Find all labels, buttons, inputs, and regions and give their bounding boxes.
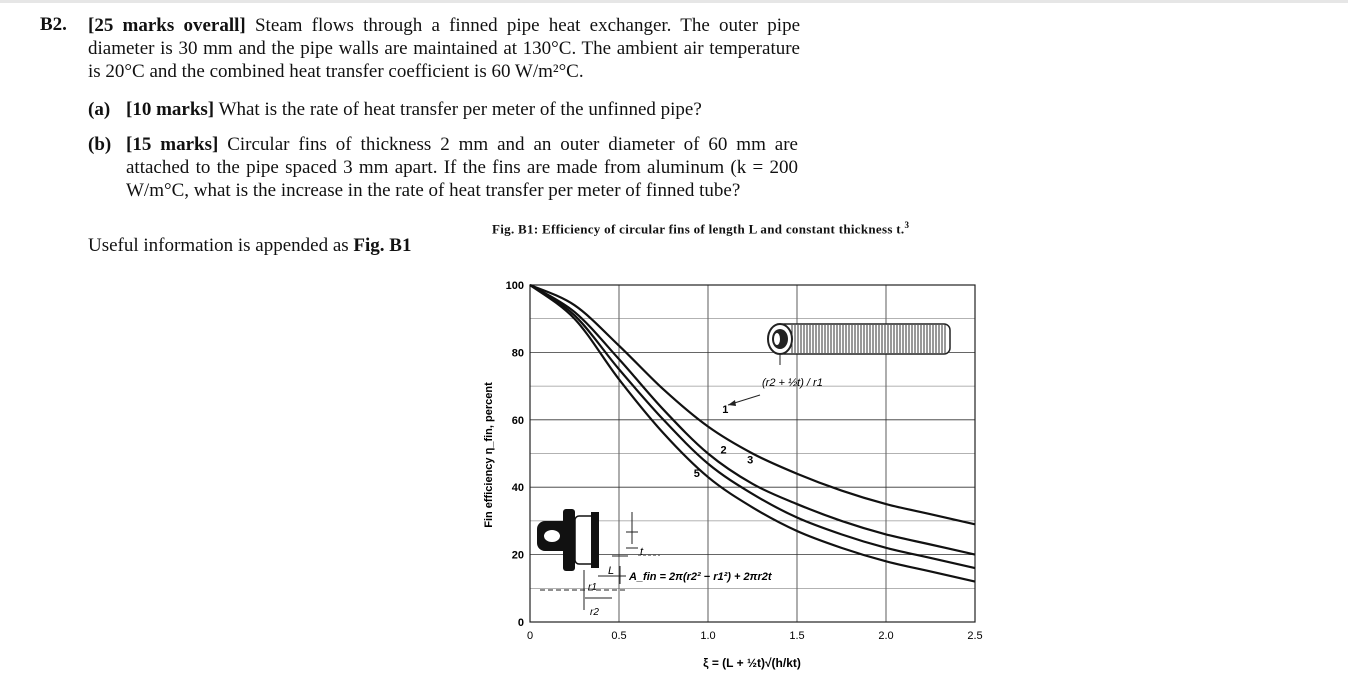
figure-title-text: Fig. B1: Efficiency of circular fins of length L and constant thickness t.	[492, 221, 905, 237]
part-a-label: (a)	[88, 99, 111, 120]
ratio-label: (r2 + ½t) / r1	[762, 377, 823, 389]
x-tick-label: 1.5	[789, 630, 805, 642]
fin-cross-section-icon	[537, 509, 599, 571]
figure-title-sup: 3	[904, 220, 910, 230]
curve-labels	[694, 404, 754, 480]
series-line-1	[530, 285, 975, 524]
x-tick-label: 0	[526, 630, 534, 642]
x-tick-label: 2.0	[878, 630, 894, 642]
curve-label-3: 3	[747, 454, 754, 467]
y-tick-label: 20	[511, 549, 524, 562]
question-statement: Steam flows through a finned pipe heat exchanger. The outer pipe diameter is 30 mm and the pipe walls are maintained at 130°C. The ambient air temperature is 20°C and the combined heat transfer coefficient is 60 W/m²°C.	[88, 15, 800, 82]
useful-info-ref: Fig. B1	[353, 235, 412, 256]
part-b-label: (b)	[88, 134, 112, 155]
useful-info-text: Useful information is appended as	[88, 235, 354, 256]
x-tick-label: 2.5	[967, 630, 983, 642]
ratio-arrowhead	[728, 400, 736, 406]
part-b-question: Circular fins of thickness 2 mm and an outer diameter of 60 mm are attached to the pipe spaced 3 mm apart. If the fins are made from aluminum (k = 200 W/m°C, what is the increase in the rate of heat transfer per meter of finned tube?	[126, 134, 798, 201]
fin-length-label: L	[608, 565, 615, 577]
question-number: B2.	[40, 14, 67, 35]
part-b-marks: [15 marks]	[126, 134, 219, 155]
y-tick-label: 0	[517, 617, 524, 629]
y-tick-label: 60	[511, 414, 524, 427]
question-marks: [25 marks overall]	[88, 15, 246, 36]
fin-r2-label: r2	[590, 607, 599, 618]
part-a-question: What is the rate of heat transfer per meter of the unfinned pipe?	[218, 99, 702, 120]
part-a-marks: [10 marks]	[126, 99, 215, 120]
x-tick-label: 1.0	[700, 630, 716, 642]
finned-tube-illustration	[768, 324, 950, 354]
x-axis-label: ξ = (L + ½t)√(h/kt)	[703, 656, 801, 670]
curve-label-1: 1	[722, 404, 729, 417]
y-tick-label: 80	[511, 347, 524, 360]
x-tick-label: 0.5	[611, 630, 627, 642]
curve-label-5: 5	[693, 468, 700, 481]
y-tick-label: 100	[505, 280, 524, 292]
fin-thickness-label: t	[640, 546, 644, 558]
fin-r1-label: r1	[588, 582, 597, 593]
curve-label-2: 2	[720, 444, 727, 457]
y-axis-label: Fin efficiency η_fin, percent	[483, 382, 495, 528]
y-tick-label: 40	[511, 482, 524, 495]
fin-area-formula: A_fin = 2π(r2² − r1²) + 2πr2t	[629, 571, 772, 583]
